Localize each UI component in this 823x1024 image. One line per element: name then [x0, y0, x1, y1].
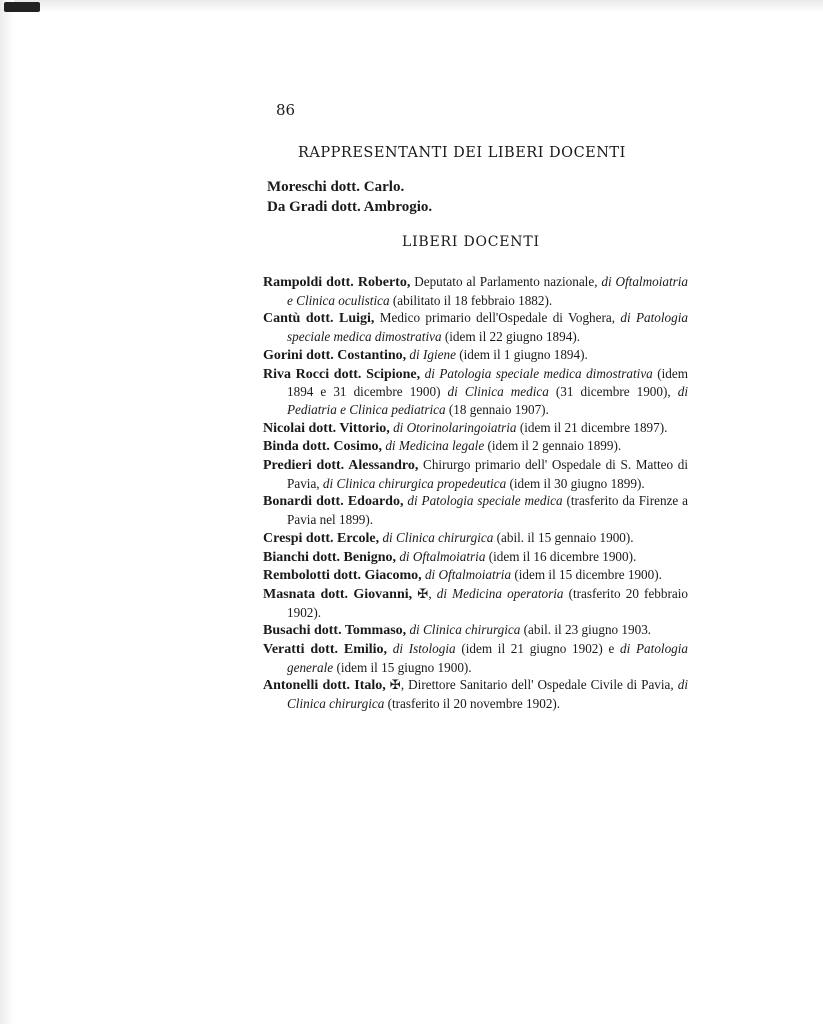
- scan-edge-left: [0, 0, 14, 1024]
- docente-name: Gorini dott. Costantino,: [263, 347, 407, 363]
- docente-name: Cantù dott. Luigi,: [263, 311, 375, 327]
- docente-entry: Rembolotti dott. Giacomo, di Oftalmoiatria (idem il 15 dicembre 1900).: [263, 567, 662, 584]
- docente-name: Rembolotti dott. Giacomo,: [263, 568, 422, 584]
- docente-name: Rampoldi dott. Roberto,: [263, 275, 411, 290]
- docente-name: Veratti dott. Emilio,: [263, 642, 388, 658]
- docente-name: Nicolai dott. Vittorio,: [263, 420, 390, 436]
- docente-entry: Nicolai dott. Vittorio, di Otorinolaringoiatria (idem il 21 dicembre 1897).: [263, 419, 668, 436]
- docente-name: Bonardi dott. Edoardo,: [263, 494, 404, 510]
- docente-entry: Veratti dott. Emilio, di Istologia (idem il 21 giugno 1902) e di Patologia generale (idem il 15 giugno 1900).: [263, 641, 689, 675]
- docente-name: Riva Rocci dott. Scipione,: [263, 366, 421, 382]
- representatives-list: [267, 177, 432, 217]
- liberi-docenti-heading: LIBERI DOCENTI: [402, 234, 540, 250]
- docente-name: Predieri dott. Alessandro,: [263, 458, 419, 474]
- section-title: RAPPRESENTANTI DEI LIBERI DOCENTI: [298, 145, 626, 161]
- scan-corner-mark: [4, 2, 40, 12]
- docente-entry: Cantù dott. Luigi, Medico primario dell'Ospedale di Voghera, di Patologia speciale medica dimostrativa (idem il 22 giugno 1894).: [263, 310, 688, 345]
- docente-entry: Binda dott. Cosimo, di Medicina legale (idem il 2 gennaio 1899).: [263, 438, 622, 455]
- scan-edge-top: [0, 0, 823, 12]
- docente-name: Busachi dott. Tommaso,: [263, 623, 407, 639]
- docente-entry: Busachi dott. Tommaso, di Clinica chirurgica (abil. il 23 giugno 1903.: [263, 622, 652, 639]
- docente-name: Antonelli dott. Italo,: [263, 678, 386, 694]
- docente-entry: Rampoldi dott. Roberto, Deputato al Parlamento nazionale, di Oftalmoiatria e Clinica oculistica (abilitato il 18 febbraio 1882).: [263, 274, 689, 308]
- page-number: 86: [276, 101, 296, 119]
- docente-entry: Predieri dott. Alessandro, Chirurgo primario dell' Ospedale di S. Matteo di Pavia, di Clinica chirurgica propedeutica (idem il 30 giugno 1899).: [263, 457, 688, 491]
- docente-name: Bianchi dott. Benigno,: [263, 549, 397, 565]
- docente-entry: Bonardi dott. Edoardo, di Patologia speciale medica (trasferito da Firenze a Pavia nel 1899).: [263, 493, 689, 528]
- docente-name: Binda dott. Cosimo,: [263, 439, 383, 455]
- docente-entry: Bianchi dott. Benigno, di Oftalmoiatria (idem il 16 dicembre 1900).: [263, 548, 637, 565]
- docente-entry: Crespi dott. Ercole, di Clinica chirurgica (abil. il 15 gennaio 1900).: [263, 529, 634, 546]
- docente-entry: Gorini dott. Costantino, di Igiene (idem il 1 giugno 1894).: [263, 346, 588, 363]
- docente-entry: Riva Rocci dott. Scipione, di Patologia speciale medica dimostrativa (idem 1894 e 31 dicembre 1900) di Clinica medica (31 dicembre 1900), di Pediatria e Clinica pediatrica (18 gennaio 1907).: [263, 365, 689, 417]
- representative-2: Da Gradi dott. Ambrogio.: [267, 199, 433, 215]
- docente-entry: Antonelli dott. Italo, ✠, Direttore Sanitario dell' Ospedale Civile di Pavia, di Clinica chirurgica (trasferito il 20 novembre 1902).: [263, 677, 688, 712]
- docente-name: Masnata dott. Giovanni,: [263, 586, 413, 602]
- representative-1: Moreschi dott. Carlo.: [267, 179, 405, 195]
- docenti-list: [263, 273, 688, 713]
- docente-name: Crespi dott. Ercole,: [263, 530, 380, 546]
- docente-entry: Masnata dott. Giovanni, ✠, di Medicina operatoria (trasferito 20 febbraio 1902).: [263, 585, 688, 620]
